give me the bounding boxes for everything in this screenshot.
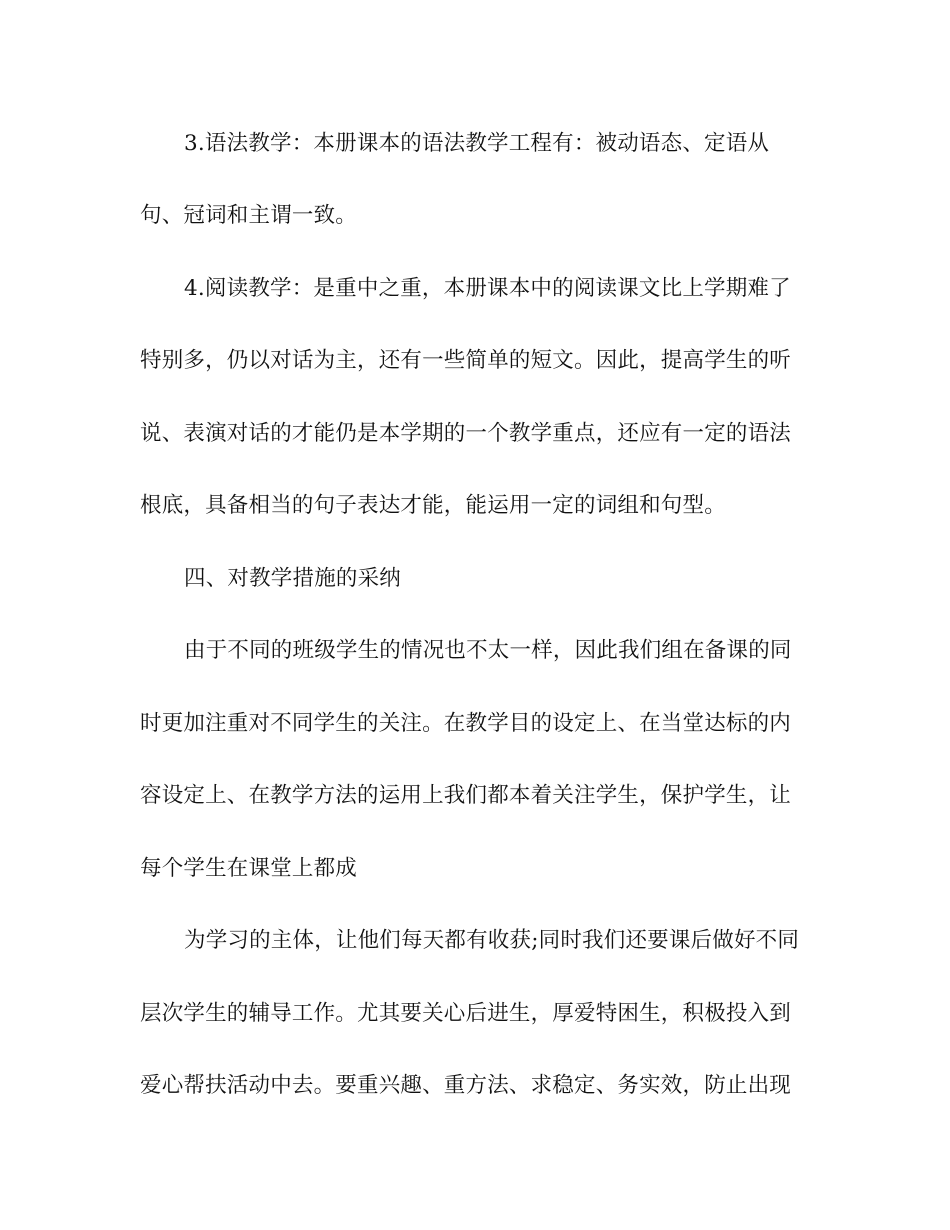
paragraph-reading-teaching-line-3: 说、表演对话的才能仍是本学期的一个教学重点，还应有一定的语法	[140, 421, 792, 446]
paragraph-reading-teaching-line-2: 特别多，仍以对话为主，还有一些简单的短文。因此，提高学生的听	[140, 348, 792, 373]
paragraph-tutoring-line-2: 层次学生的辅导工作。尤其要关心后进生，厚爱特困生，积极投入到	[140, 1001, 792, 1026]
paragraph-grammar-teaching-line-2: 句、冠词和主谓一致。	[140, 203, 358, 228]
paragraph-reading-teaching-line-4: 根底，具备相当的句子表达才能，能运用一定的词组和句型。	[140, 493, 726, 518]
paragraph-measures-line-2: 时更加注重对不同学生的关注。在教学目的设定上、在当堂达标的内	[140, 711, 792, 736]
paragraph-reading-teaching-line-1: 4.阅读教学：是重中之重，本册课本中的阅读课文比上学期难了	[184, 276, 791, 301]
paragraph-measures-line-4: 每个学生在课堂上都成	[140, 856, 358, 881]
paragraph-measures-line-3: 容设定上、在教学方法的运用上我们都本着关注学生，保护学生，让	[140, 783, 792, 808]
paragraph-measures-line-1: 由于不同的班级学生的情况也不太一样，因此我们组在备课的同	[184, 638, 792, 663]
paragraph-tutoring-line-3: 爱心帮扶活动中去。要重兴趣、重方法、求稳定、务实效，防止出现	[140, 1073, 792, 1098]
paragraph-tutoring-line-1: 为学习的主体，让他们每天都有收获;同时我们还要课后做好不同	[184, 928, 800, 953]
paragraph-grammar-teaching-line-1: 3.语法教学：本册课本的语法教学工程有：被动语态、定语从	[184, 131, 770, 156]
section-heading-teaching-measures: 四、对教学措施的采纳	[184, 566, 402, 591]
